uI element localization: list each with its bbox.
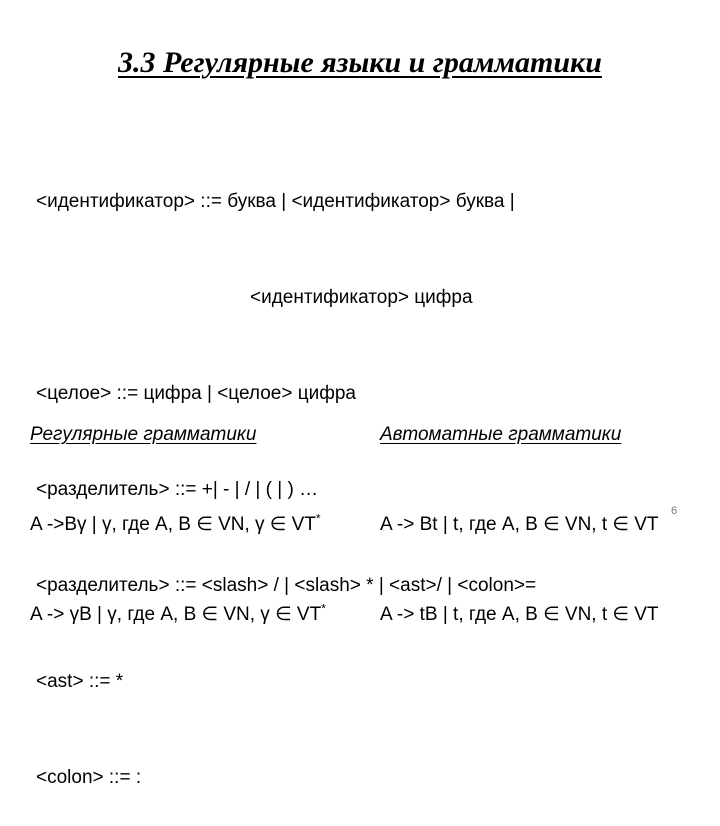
regular-rule-text: A ->Bγ | γ, где A, B ∈ VN, γ ∈ VT [30,514,316,535]
rule-line: <разделитель> ::= +| - | / | ( | ) … [36,479,319,500]
regular-grammar-rule [30,510,326,540]
automaton-grammars-column [380,360,659,660]
regular-grammars-heading: Регулярные грамматики [30,424,257,445]
rule-line: <идентификатор> ::= буква | <идентификатор> буква | [36,191,515,212]
slide-title [0,38,720,88]
rule-line: <целое> ::= цифра | <целое> цифра [36,383,356,404]
rule-line-continuation: <идентификатор> цифра [250,287,473,308]
page-number: 6 [670,505,678,517]
regular-rule-text: A -> γB | γ, где A, B ∈ VN, γ ∈ VT [30,604,322,625]
automaton-grammars-heading: Автоматные грамматики [380,424,622,445]
rule-line: <разделитель> ::= <slash> / | <slash> * | <ast>/ | <colon>= [36,575,537,596]
regular-grammars-column [30,360,326,660]
rule-line: <colon> ::= : [36,767,142,788]
kleene-star: * [321,601,326,616]
automaton-grammar-rule: A -> Bt | t, где A, B ∈ VN, t ∈ VT [380,514,659,535]
rule-line: <ast> ::= * [36,671,124,692]
automaton-grammar-rule: A -> tB | t, где A, B ∈ VN, t ∈ VT [380,604,659,625]
slide-title-text: 3.3 Регулярные языки и грамматики [118,46,602,79]
kleene-star: * [315,511,321,526]
regular-grammar-rule [30,600,326,630]
